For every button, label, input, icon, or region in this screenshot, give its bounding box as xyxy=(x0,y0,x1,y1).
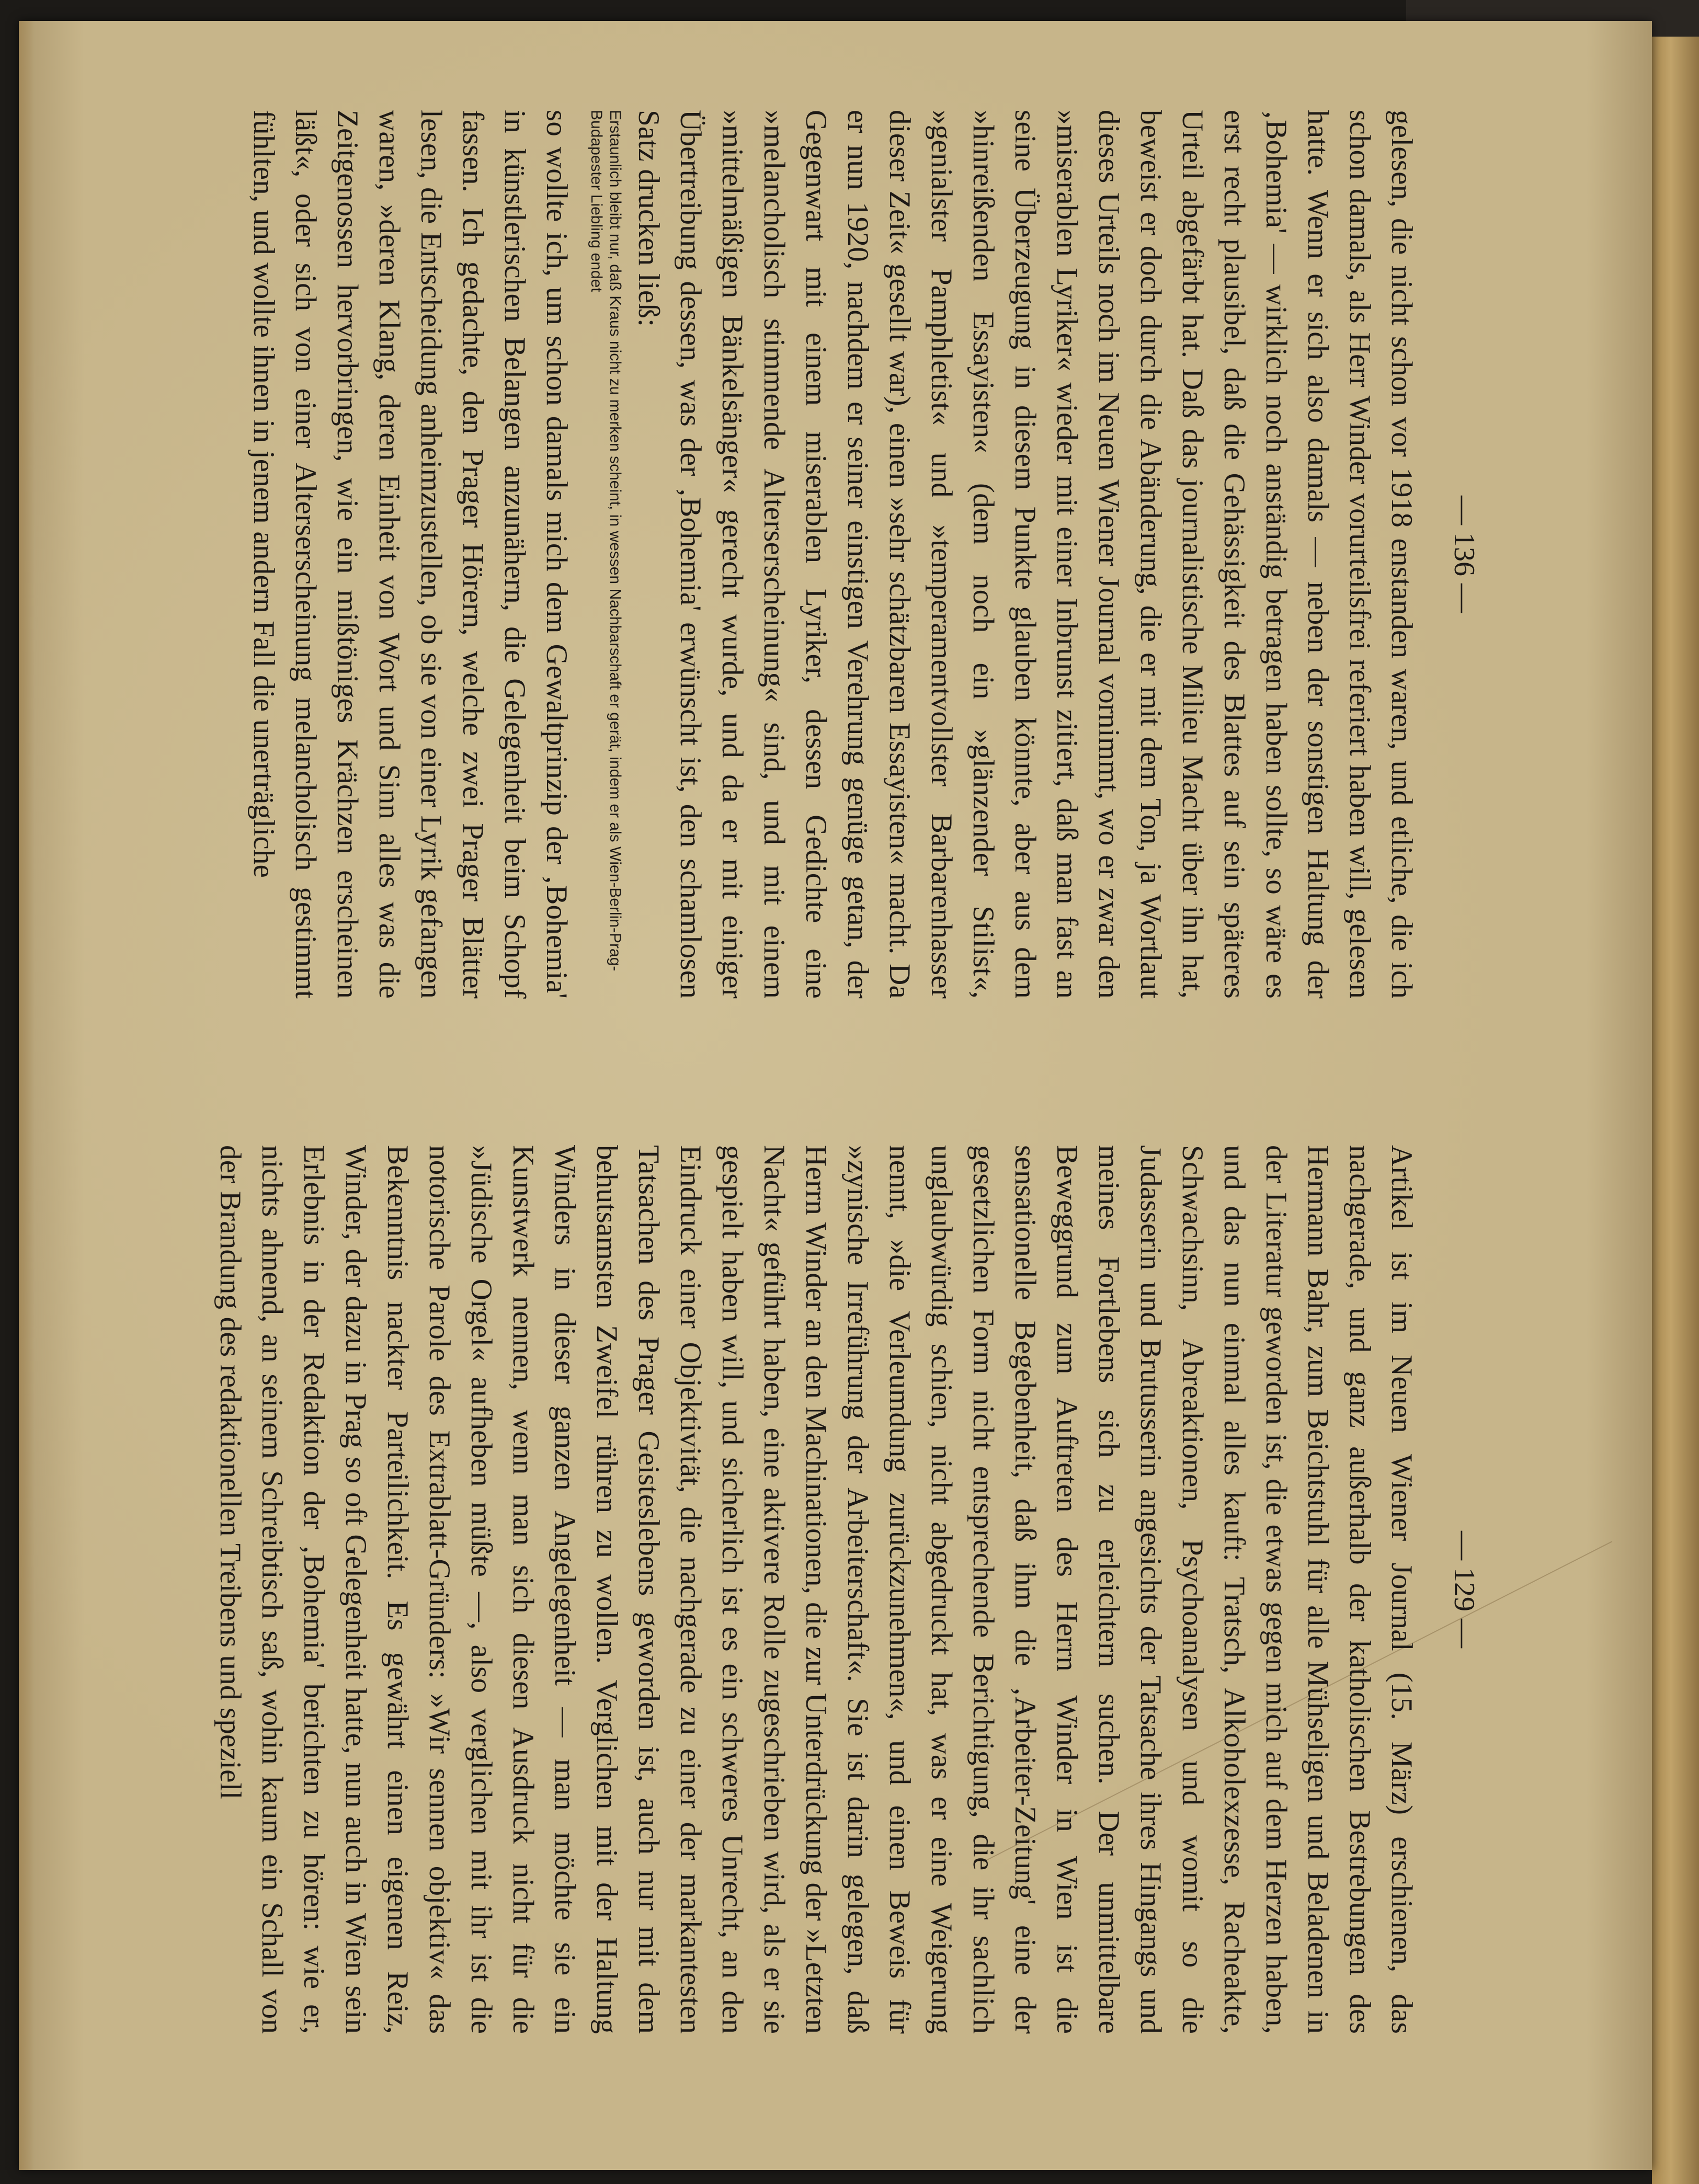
page-129-column xyxy=(214,1145,1422,2034)
sheet-left-edge xyxy=(19,21,35,2170)
next-sheet-edge xyxy=(1652,37,1699,2184)
page-number-129: — 129 — xyxy=(1448,1531,1480,1648)
page-136-column xyxy=(247,110,1422,999)
page-129-paragraph-1: Artikel ist im Neuen Wiener Journal (15. März) erschienen, das nachgerade, und ganz außerhalb der katholischen Bestrebungen des Hermann Bahr, zum Beichtstuhl für alle Mühseligen und Beladenen in der Literatur geworden ist, die etwas gegen mich auf dem Herzen haben, und das nun einmal alles kauft: Tratsch, Alkoholexzesse, Racheakte, Schwachsinn, Abreaktionen, Psychoanalysen und womit so die Judasserin und Brutusserin angesichts der Tatsache ihres Hingangs und meines Fortlebens sich zu erleichtern suchen. Der unmittelbare Beweggrund zum Auftreten des Herrn Winder in Wien ist die sensationelle Begebenheit, daß ihm die ‚Arbeiter-Zeitung' eine der gesetzlichen Form nicht entsprechende Berichtigung, die ihr sachlich unglaubwürdig schien, nicht abgedruckt hat, was er eine Weigerung nennt, »die Verleumdung zurückzunehmen«, und einen Beweis für »zynische Irreführung der Arbeiterschaft«. Sie ist darin gelegen, daß Herrn Winder an den Machinationen, die zur Unterdrückung der »Letzten Nacht« geführt haben, eine aktivere Rolle zugeschrieben wird, als er sie gespielt haben will, und sicherlich ist es ein schweres Unrecht, an den Eindruck einer Objektivität, die nachgerade zu einer der markantesten Tatsachen des Prager Geisteslebens geworden ist, auch nur mit dem behutsamsten Zweifel rühren zu wollen. Verglichen mit der Haltung Winders in dieser ganzen Angelegenheit — man möchte sie ein Kunstwerk nennen, wenn man sich diesen Ausdruck nicht für die »Jüdische Orgel« aufheben müßte —, also verglichen mit ihr ist die notorische Parole des Extrablatt-Gründers: »Wir sennen objektiv« das Bekenntnis nackter Parteilichkeit. Es gewährt einen eigenen Reiz, Winder, der dazu in Prag so oft Gelegenheit hatte, nun auch in Wien sein Erlebnis in der Redaktion der ‚Bohemia' berichten zu hören: wie er, nichts ahnend, an seinem Schreibtisch saß, wohin kaum ein Schall von der Brandung des redaktionellen Treibens und speziell xyxy=(214,1145,1418,2034)
page-136-footnote: Erstaunlich bleibt nur, daß Kraus nicht zu merken scheint, in wessen Nachbarschaft er gerät, indem er als Wien-Berlin-Prag-Budapester Liebling endet xyxy=(588,110,624,971)
page-136-paragraph-2: so wollte ich, um schon damals mich dem Gewaltprinzip der ‚Bohemia' in künstlerischen Belangen anzunähern, die Gelegenheit beim Schopf fassen. Ich gedachte, den Prager Hörern, welche zwei Prager Blätter lesen, die Entscheidung anheimzustellen, ob sie von einer Lyrik gefangen waren, »deren Klang, deren Einheit von Wort und Sinn alles was die Zeitgenossen hervorbringen, wie ein mißtöniges Krächzen erscheinen läßt«, oder sich von einer Alterserscheinung melancholisch gestimmt fühlten, und wollte ihnen in jenem andern Fall die unerträgliche xyxy=(247,110,573,999)
page-136-paragraph-1: gelesen, die nicht schon vor 1918 enstanden waren, und etliche, die ich schon damals, als Herr Winder vorurteilsfrei referiert haben will, gelesen hatte. Wenn er sich also damals — neben der sonstigen Haltung der ‚Bohemia' — wirklich noch anständig betragen haben sollte, so wäre es erst recht plausibel, daß die Gehässigkeit des Blattes auf sein späteres Urteil abgefärbt hat. Daß das journalistische Milieu Macht über ihn hat, beweist er doch durch die Abänderung, die er mit dem Ton, ja Wortlaut dieses Urteils noch im Neuen Wiener Journal vornimmt, wo er zwar den »miserablen Lyriker« wieder mit einer Inbrunst zitiert, daß man fast an seine Überzeugung in diesem Punkte glauben könnte, aber aus dem »hinreißenden Essayisten« (dem noch ein »glänzender Stilist«, »genialster Pamphletist« und »temperamentvollster Barbarenhasser dieser Zeit« gesellt war), einen »sehr schätzbaren Essayisten« macht. Da er nun 1920, nachdem er seiner einstigen Verehrung genüge getan, der Gegenwart mit einem miserablen Lyriker, dessen Gedichte eine »melancholisch stimmende Alterserscheinung« sind, und mit einem »mittelmäßigen Bänkelsänger« gerecht wurde, und da er mit einiger Übertreibung dessen, was der ‚Bohemia' erwünscht ist, den schamlosen Satz drucken ließ: xyxy=(632,110,1418,999)
rotated-page-spread xyxy=(214,89,1485,2076)
page-number-136: — 136 — xyxy=(1448,496,1480,613)
